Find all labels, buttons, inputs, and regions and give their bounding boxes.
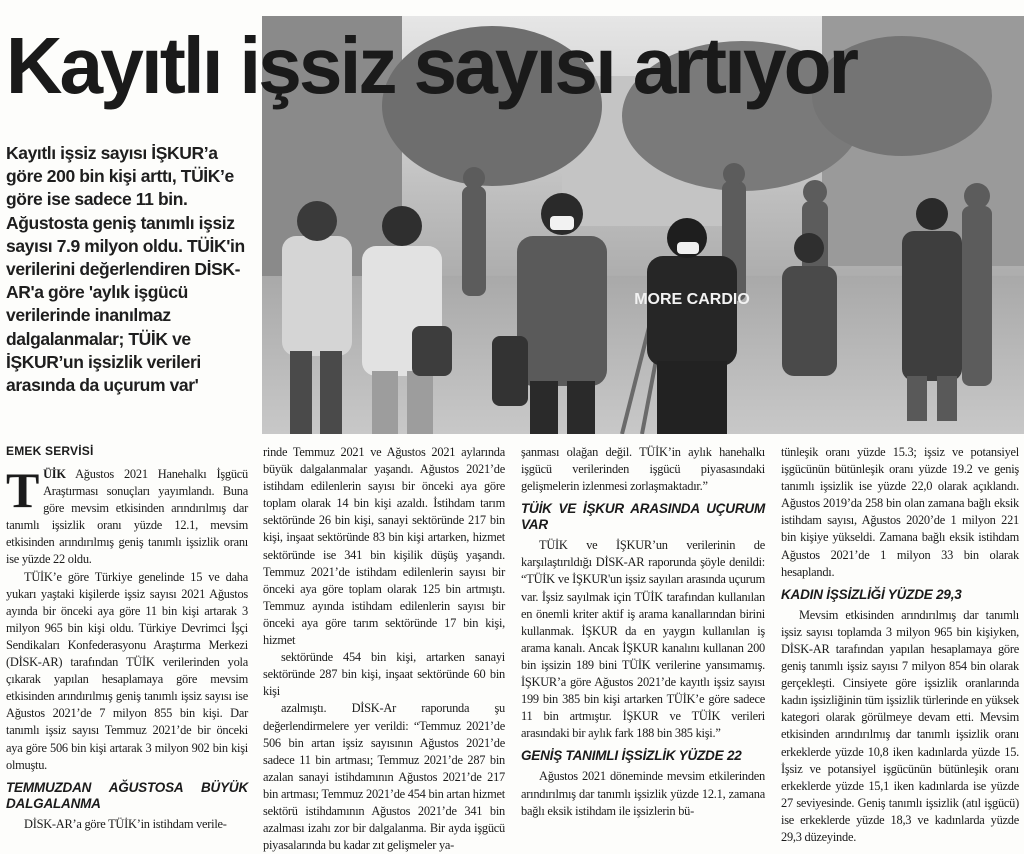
drop-cap: T (6, 462, 40, 518)
article-column-1 (6, 462, 248, 833)
paragraph: tünleşik oranı yüzde 15.3; işsiz ve potansiyel işgücünün bütünleşik oranı yüzde 19.2 ve geniş tanımlı işsizlik ise yüzde 22,0 olarak açıklandı. Ağustos 2019’da 258 bin olan zamana bağlı eksik istihdam sayısı, Ağustos 2020’de 1 milyon 221 bin kişiye yükseldi. Zamana bağlı eksik istihdam Ağustos 2021’de 1 milyon 33 bin olarak hesaplandı. (781, 445, 1019, 579)
article-column-3 (521, 444, 765, 820)
paragraph: Mevsim etkisinden arındırılmış dar tanımlı işsiz sayısı toplamda 3 milyon 965 bin kişiyken, DİSK-AR tarafından yapılan hesaplamaya göre geniş tanımlı işsiz sayısı 7 milyon 854 bin olarak gerçekleşti. Cinsiyete göre işsizlik oranlarında kadın işsizliğinin tüm işsizlik türlerinde en yüksek kategori olarak görülmeye devam etti. Mevsim etkisinden arındırılmış dar tanımlı işsizlik oranı erkeklerde yüzde 10,8 iken kadınlarda yüzde 15. İşsiz ve potansiyel işgücünün bütünleşik oranı erkeklerde yüzde 15,1 iken kadınlarda ise yüzde 27 seviyesinde. Geniş tanımlı işsizlik (atıl işgücü) ise erkeklerde yüzde 18,3 ve kadınlarda yüzde 29,3 düzeyinde. (781, 607, 1019, 844)
byline: EMEK SERVİSİ (6, 444, 94, 458)
article-column-2 (263, 444, 505, 854)
article-column-4 (781, 444, 1019, 846)
paragraph: şanması olağan değil. TÜİK’in aylık hanehalkı işgücü verilerinden işgücü piyasasındaki gelişmelerin izlenmesi zorlaşmaktadır.” (521, 445, 765, 494)
headline: Kayıtlı işsiz sayısı artıyor (5, 21, 857, 110)
shirt-text: MORE CARDIO (634, 291, 750, 308)
dek-summary: Kayıtlı işsiz sayısı İŞKUR’a göre 200 bin kişi arttı, TÜİK’e göre ise sadece 11 bin. Ağustosta geniş tanımlı işsiz sayısı 7.9 milyon oldu. TÜİK'in verilerini değerlendiren DİSK-AR'a göre 'aylık işgücü verilerinde inanılmaz dalgalanmalar; TÜİK ve İŞKUR’un işsizlik verileri arasında da uçurum var' (6, 143, 245, 396)
paragraph: TÜİK ve İŞKUR’un verilerinin de karşılaştırıldığı DİSK-AR raporunda şöyle denildi: “TÜİK ve İŞKUR'un işsiz sayıları arasında uçurum var. İşsiz sayılmak için TÜİK tarafından kullanılan en önemli kriter aktif iş arama kanallarından birini kullanmak. İŞKUR da en yaygın kullanılan iş arama kanalı. Ancak İŞKUR kanalını kullanan 200 bin işsizin 189 bini TÜİK verilerine yansımamış. İŞKUR’a göre Ağustos 2021’de kayıtlı işsiz sayısı 199 bin 385 bin kişi artarken TÜİK’e göre sadece 11 bin artmıştır. İŞKUR ve TÜİK verileri arasındaki bir aylık fark 188 bin 385 kişi.” (521, 538, 765, 741)
intro-paragraph (6, 462, 248, 569)
paragraph: TÜİK’e göre Türkiye genelinde 15 ve daha yukarı yaştaki kişilerde işsiz sayısı 2021 Ağustos ayında bir önceki aya göre 11 bin kişi artarak 3 milyon 965 bin kişi oldu. Türkiye Devrimci İşçi Sendikaları Konfederasyonu Araştırma Merkezi (DİSK-AR) tarafından TÜİK verilerinden yola çıkarak yapılan hesaplamaya göre mevsim etkisinden arındırılmış geniş tanımlı işsiz sayısı ise Ağustos 2021’de 7 milyon 855 bin kişi. Dar tanımlı işsiz sayısı Temmuz 2021’de bir önceki aya göre 506 bin kişi artarak 3 milyon 902 bin kişi olmuştu. (6, 569, 248, 772)
paragraph: azalmıştı. DİSK-Ar raporunda şu değerlendirmelere yer verildi: “Temmuz 2021’de 506 bin artan işsiz sayısının Ağustos 2021’de sadece 11 bin artması; Temmuz 2021’de 287 bin azalan sanayi istihdamının Ağustos 2021’de 217 bin artması; Temmuz 2021’de 454 bin artan hizmet sektörü istihdamının Ağustos 2021’de 341 bin azalması izahı zor bir dalgalanma. Bir ayda işgücü piyasalarında bu kadar zıt gelişmeler ya- (263, 701, 505, 853)
subheading: TEMMUZDAN AĞUSTOSA BÜYÜK DALGALANMA (6, 779, 248, 811)
intro-text: Ağustos 2021 Hanehalkı İşgücü Araştırması sonuçları yayımlandı. Buna göre mevsim etkisinden arındırılmış dar tanımlı işsizlik oranı yüzde 12.1, mevsim etkisinden arındırılmış geniş tanımlı işsizlik oranı ise yüzde 22 oldu. (6, 467, 248, 567)
subheading: TÜİK VE İŞKUR ARASINDA UÇURUM VAR (521, 501, 765, 533)
paragraph: Ağustos 2021 döneminde mevsim etkilerinden arındırılmış dar tanımlı işsizlik yüzde 12.1, zamana bağlı eksik istihdam ile işsizlerin bü- (521, 769, 765, 818)
paragraph: rinde Temmuz 2021 ve Ağustos 2021 aylarında büyük dalgalanmalar yaşandı. Ağustos 2021’de istihdam edilenlerin sayısı bir önceki aya göre toplam olarak 14 bin kişi azaldı. İstihdam tarım sektöründe 26 bin kişi, sanayi sektöründe 217 bin kişi, inşaat sektöründe 83 bin kişi artarken, hizmet sektöründe ise 341 bin kişilik düşüş yaşandı. Temmuz 2021’de istihdam edilenlerin sayısı bir önceki aya göre toplam olarak 125 bin artmıştı. Temmuz ayında istihdam edilenlerin sayısı bir önceki aya göre tarım sektöründe 17 bin kişi, hizmet (263, 445, 505, 648)
paragraph: DİSK-AR’a göre TÜİK’in istihdam verile- (24, 816, 227, 831)
subheading: GENİŞ TANIMLI İŞSİZLİK YÜZDE 22 (521, 748, 742, 764)
subheading: KADIN İŞSİZLİĞİ YÜZDE 29,3 (781, 586, 962, 602)
paragraph: sektöründe 454 bin kişi, artarken sanayi sektöründe 287 bin kişi, inşaat sektöründe 60 bin kişi (263, 650, 505, 699)
drop-cap-rest: ÜİK (43, 467, 66, 481)
